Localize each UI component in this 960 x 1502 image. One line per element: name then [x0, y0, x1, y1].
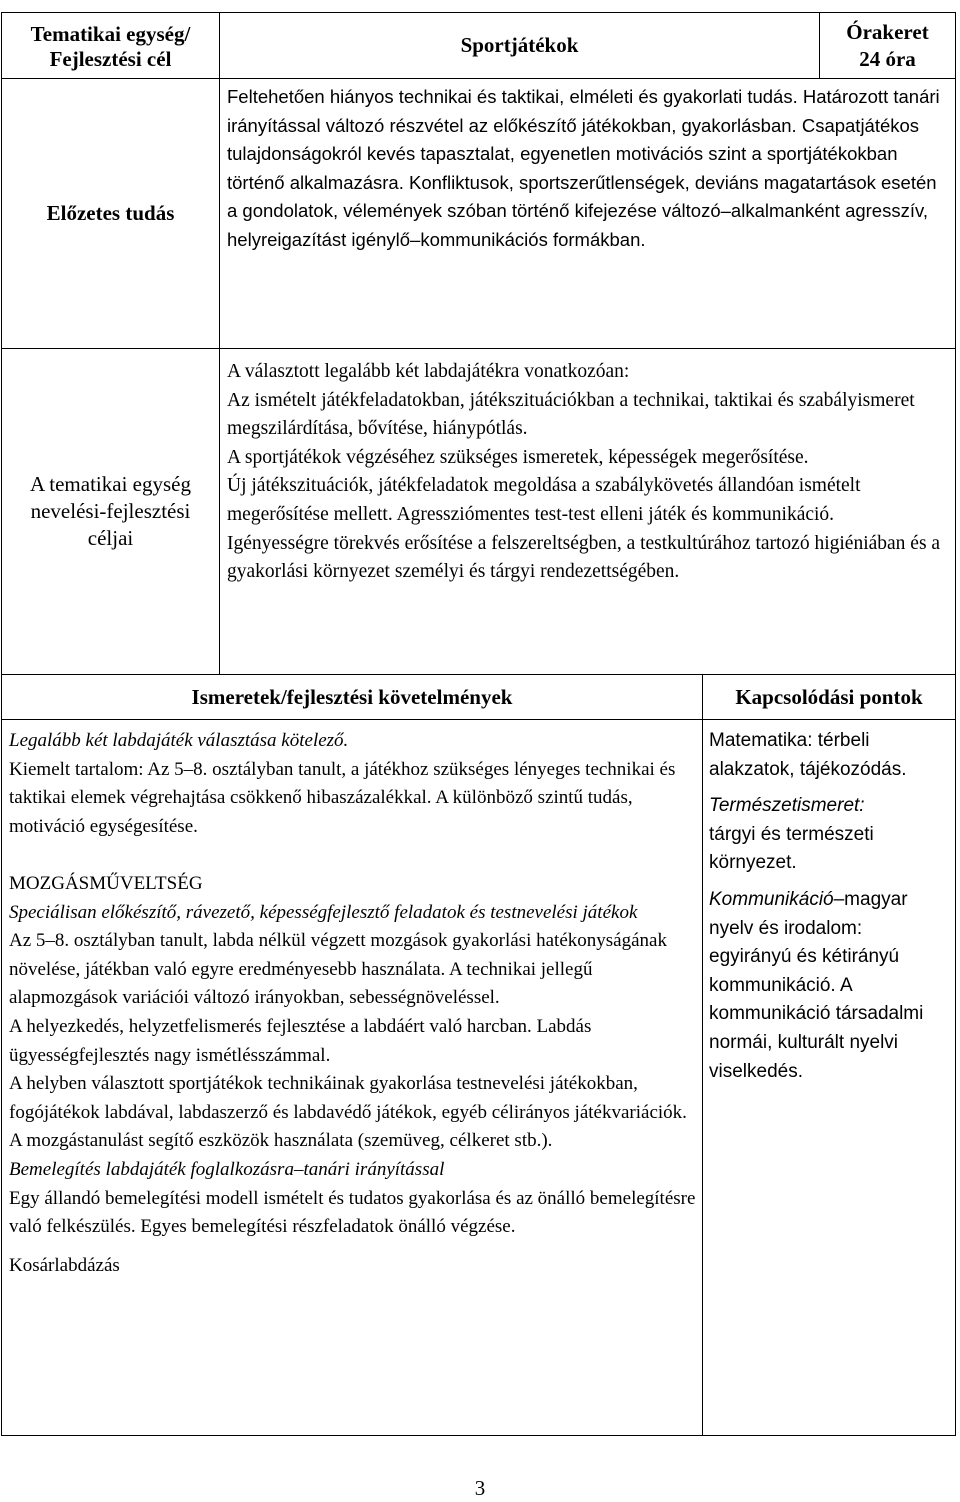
requirements-content-row — [1, 720, 956, 1436]
requirement-section-title: MOZGÁSMŰVELTSÉG — [9, 872, 203, 894]
curriculum-table — [1, 12, 956, 1436]
goals-paragraph: A választott legalább két labdajátékra vonatkozóan: — [227, 361, 630, 382]
connection-communication-title — [709, 886, 949, 943]
goals-label-line2: nevelési-fejlesztési — [30, 499, 191, 523]
requirement-section-subtitle: Speciálisan előkészítő, rávezető, képességfejlesztő feladatok és testnevelési játékok — [9, 901, 638, 923]
requirement-paragraph: A helyben választott sportjátékok technikáinak gyakorlása testnevelési játékokban, fogójátékok labdával, labdaszerző és labdavédő játékok, egyéb célirányos játékvariációk. A mozgástanulást segítő eszközök használata (szemüveg, célkeret stb.). — [9, 1073, 687, 1152]
requirement-warmup-title: Bemelegítés labdajáték foglalkozásra–tanári irányítással — [9, 1158, 445, 1180]
goals-label-line1: A tematikai egység — [30, 472, 191, 496]
header-topic-line1: Tematikai egység/ — [30, 21, 191, 46]
goals-text-cell — [220, 349, 955, 674]
prior-knowledge-label: Előzetes tudás — [2, 79, 220, 348]
connections-header: Kapcsolódási pontok — [735, 684, 923, 709]
goals-paragraph: A sportjátékok végzéséhez szükséges ismeretek, képességek megerősítése. — [227, 446, 809, 468]
header-hours-cell — [820, 13, 955, 78]
goals-paragraph: Új játékszituációk, játékfeladatok megoldása a szabálykövetés állandóan ismételt megerősítése mellett. Agressziómentes test-test elleni játék és kommunikáció. — [227, 475, 861, 525]
connection-communication: egyirányú és kétirányú kommunikáció. A kommunikáció társadalmi normái, kulturált nyelvi viselkedés. — [709, 946, 924, 1082]
spacer — [709, 784, 949, 792]
connection-science-title: Természetismeret: — [709, 795, 865, 817]
table-header-row — [1, 12, 956, 79]
page-number: 3 — [474, 1476, 486, 1500]
goals-paragraph: Igényességre törekvés erősítése a felszereltségben, a testkultúrához tartozó higiéniában és a gyakorlási környezet személyi és tárgyi rendezettségében. — [227, 532, 941, 583]
spacer — [9, 841, 696, 870]
connection-communication-title-a: Kommunikáció — [709, 888, 834, 910]
header-hours-label: Órakeret — [846, 19, 929, 44]
connection-science: tárgyi és természeti környezet. — [709, 823, 874, 874]
spacer — [9, 1242, 696, 1252]
requirement-paragraph: Egy állandó bemelegítési modell ismételt és tudatos gyakorlása és az önálló bemelegítésre való felkészülés. Egyes bemelegítési részfeladatok önálló végzése. — [9, 1187, 696, 1238]
requirements-cell — [2, 720, 703, 1435]
requirements-header-row — [1, 675, 956, 720]
header-hours-value: 24 óra — [859, 46, 916, 71]
spacer — [709, 878, 949, 886]
goals-paragraph: Az ismételt játékfeladatokban, játékszituációkban a technikai, taktikai és szabályismeret megszilárdítása, bővítése, hiánypótlás. — [227, 389, 915, 440]
requirement-highlighted-content: Kiemelt tartalom: Az 5–8. osztályban tanult, a játékhoz szükséges lényeges technikai és taktikai elemek végrehajtása csökkenő hibaszázalékkal. A különböző szintű tudás, motiváció egységesítése. — [9, 758, 676, 837]
goals-label-line3: céljai — [87, 526, 134, 550]
header-topic-cell — [2, 13, 220, 78]
requirement-mandatory-note: Legalább két labdajáték választása kötelező. — [9, 730, 349, 751]
requirement-paragraph: Az 5–8. osztályban tanult, labda nélkül végzett mozgások gyakorlási hatékonyságának növelése, játékban való egyre eredményesebb használata. A technikai jellegű alapmozgások variációi változó irányokban, sebességnöveléssel. — [9, 930, 667, 1009]
requirement-paragraph: A helyezkedés, helyzetfelismerés fejlesztése a labdáért való harcban. Labdás ügyességfejlesztés nagy ismétlésszámmal. — [9, 1015, 592, 1066]
goals-row — [1, 349, 956, 675]
requirements-header: Ismeretek/fejlesztési követelmények — [2, 675, 703, 719]
prior-knowledge-text: Feltehetően hiányos technikai és taktikai, elméleti és gyakorlati tudás. Határozott tanári irányítással változó részvétel az előkészítő játékokban, gyakorlásban. Csapatjátékos tulajdonságokról kevés tapasztalat, egyenetlen motivációs szint a sportjátékokban történő alkalmazásra. Konfliktusok, sportszerűtlenségek, deviáns magatartások esetén a gondolatok, vélemények szóban történő kifejezése változó–alkalmanként agresszív, helyreigazítást igénylő–kommunikációs formákban. — [227, 86, 940, 250]
goals-label-cell — [2, 349, 220, 674]
prior-knowledge-row — [1, 79, 956, 349]
connections-cell — [703, 720, 955, 1435]
requirement-basketball: Kosárlabdázás — [9, 1254, 120, 1276]
header-title-cell — [220, 13, 820, 78]
connection-math: Matematika: térbeli alakzatok, tájékozódás. — [709, 730, 907, 780]
header-topic-line2: Fejlesztési cél — [49, 46, 172, 71]
header-title: Sportjátékok — [460, 33, 579, 57]
connection-communication-title-b: –magyar nyelv és irodalom: — [709, 888, 908, 939]
